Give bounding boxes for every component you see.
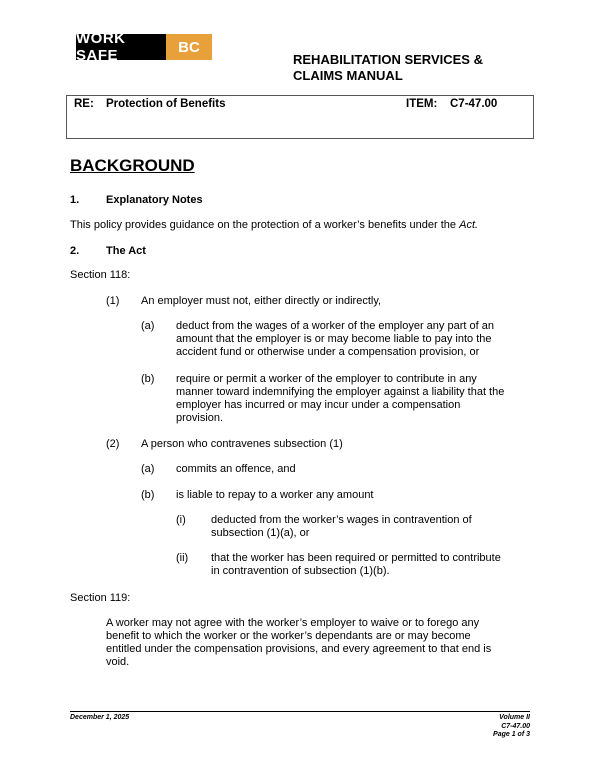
s118-p2-text: A person who contravenes subsection (1) — [141, 438, 343, 450]
section1-title: Explanatory Notes — [106, 194, 203, 206]
footer-volume: Volume II — [499, 714, 530, 721]
s118-a-line: deduct from the wages of a worker of the employer any part of an — [176, 320, 494, 332]
s118-ii-line: that the worker has been required or permitted to contribute — [211, 552, 501, 564]
s118-b2-text: is liable to repay to a worker any amount — [176, 489, 374, 501]
item-value: C7-47.00 — [450, 98, 498, 110]
re-label: RE: — [74, 98, 94, 110]
section1-text-main: This policy provides guidance on the protection of a worker’s benefits under the — [70, 219, 460, 231]
s118-b2-number: (b) — [141, 489, 155, 501]
manual-title-line2: CLAIMS MANUAL — [293, 68, 403, 83]
s118-ii-text — [211, 552, 501, 578]
section1-text — [70, 219, 478, 232]
re-value: Protection of Benefits — [106, 98, 226, 110]
section1-number: 1. — [70, 194, 80, 206]
s118-p2-number: (2) — [106, 438, 120, 450]
s118-b-line: employer has incurred or may incur under a compensation — [176, 399, 461, 411]
worksafebc-logo — [76, 30, 212, 64]
section2-number: 2. — [70, 245, 80, 257]
s118-p1-number: (1) — [106, 295, 120, 307]
s118-p1-text: An employer must not, either directly or indirectly, — [141, 295, 382, 307]
section119-label: Section 119: — [70, 592, 131, 604]
s118-i-line: deducted from the worker’s wages in contravention of — [211, 514, 472, 526]
logo-bc: BC — [166, 34, 212, 60]
s118-a-line: accident fund or otherwise under a compensation provision, or — [176, 346, 480, 358]
s118-b-line: provision. — [176, 412, 224, 424]
footer-divider — [70, 711, 530, 712]
section1-text-act: Act. — [459, 219, 479, 231]
item-label: ITEM: — [406, 98, 438, 110]
logo-worksafe: WORK SAFE — [76, 34, 166, 60]
s118-a-line: amount that the employer is or may become liable to pay into the — [176, 333, 492, 345]
s119-line: benefit to which the worker or the worker’s dependants are or may become — [106, 630, 471, 642]
footer-page: Page 1 of 3 — [493, 731, 530, 738]
s118-ii-number: (ii) — [176, 552, 189, 564]
footer-info — [493, 714, 530, 740]
s118-ii-line: in contravention of subsection (1)(b). — [211, 565, 390, 577]
s119-line: void. — [106, 656, 130, 668]
s118-i-text — [211, 514, 472, 540]
s118-a-number: (a) — [141, 320, 155, 332]
s119-line: entitled under the compensation provisions, and every agreement to that end is — [106, 643, 492, 655]
s119-line: A worker may not agree with the worker’s employer to waive or to forego any — [106, 617, 480, 629]
s118-a-text — [176, 320, 494, 359]
footer-item: C7-47.00 — [501, 722, 530, 730]
s118-a2-number: (a) — [141, 463, 155, 475]
s118-b-text — [176, 373, 504, 425]
section2-title: The Act — [106, 245, 146, 257]
page-heading: BACKGROUND — [70, 156, 195, 175]
footer-date: December 1, 2025 — [70, 714, 130, 721]
s118-i-number: (i) — [176, 514, 186, 526]
manual-title — [293, 52, 483, 84]
s118-b-line: manner toward indemnifying the employer against a liability that the — [176, 386, 505, 398]
s118-b-number: (b) — [141, 373, 155, 385]
section118-label: Section 118: — [70, 269, 131, 281]
s118-a2-text: commits an offence, and — [176, 463, 296, 475]
s118-b-line: require or permit a worker of the employer to contribute in any — [176, 373, 477, 385]
s118-i-line: subsection (1)(a), or — [211, 527, 310, 539]
s119-text — [106, 617, 491, 669]
manual-title-line1: REHABILITATION SERVICES & — [293, 52, 483, 67]
